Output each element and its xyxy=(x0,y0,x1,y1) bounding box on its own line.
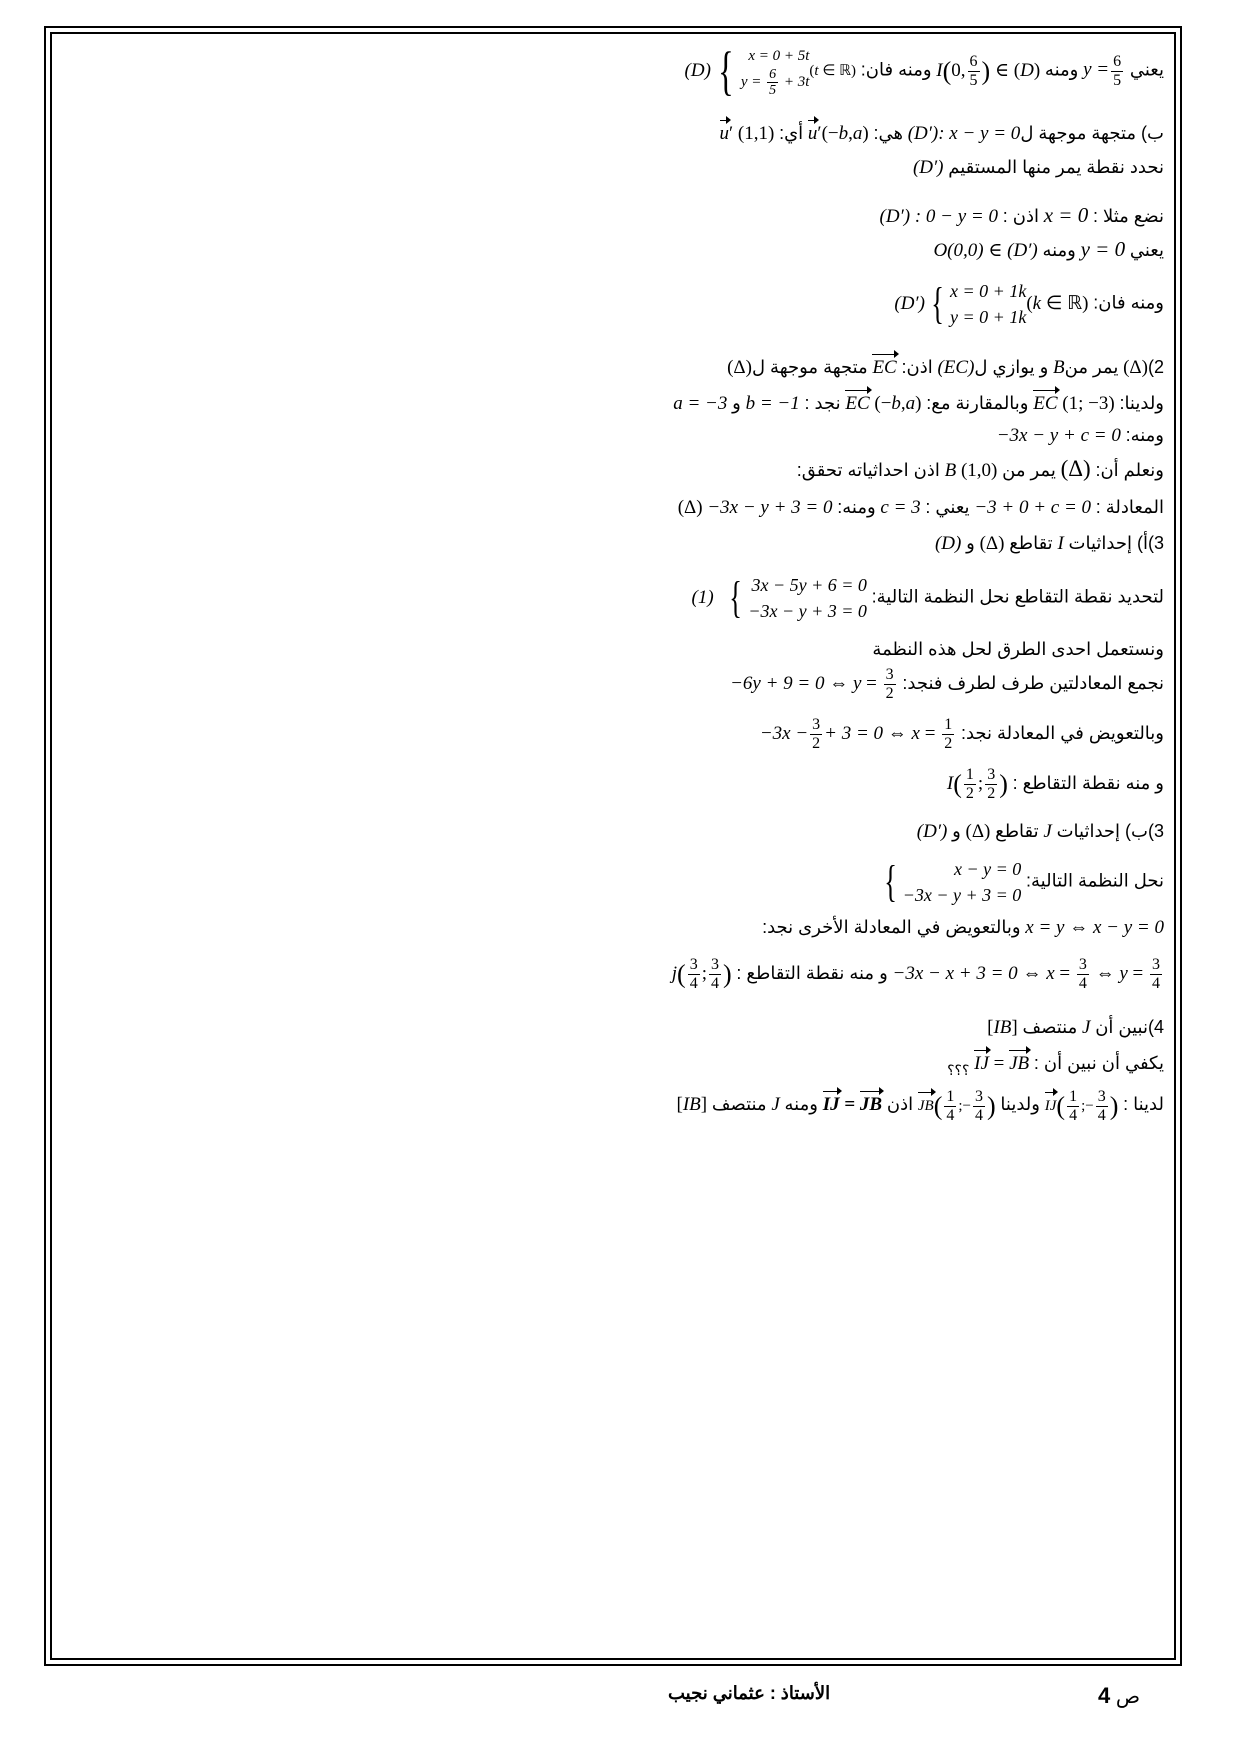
system-dprime-param: ( D′ ) { x = 0 + 1k y = 0 + 1k (k ∈ ℝ) xyxy=(894,279,1089,328)
line-10: ونعلم أن: (Δ) يمر من B (1,0) اذن احداثياته تحقق: xyxy=(796,456,1164,481)
line-6: ومنه فان: ( D′ ) { x = 0 + 1k y = 0 + 1k (k ∈ ℝ) xyxy=(894,279,1164,328)
line-24: لدينا : IJ( $\frac{1}{4}$ ;− $\frac{3}{4}$ ) ولدينا JB( $\frac{1}{4}$ ;− $\frac{3}{4}$ ) اذن IJ = JB ومنه J منتصف [IB] xyxy=(676,1088,1164,1124)
line-16: وبالتعويض في المعادلة نجد: −3x − $\frac{3}{2}$ + 3 = 0 ⇔ x = $\frac{1}{2}$ xyxy=(759,716,1164,752)
line-20: x − y = 0 ⇔ x = y وبالتعويض في المعادلة الأخرى نجد: xyxy=(762,917,1164,938)
line-5: يعني y = 0 ومنه O(0,0) ∈ (D′) xyxy=(933,237,1164,261)
system-1: (1) { 3x − 5y + 6 = 0 −3x − y + 3 = 0 xyxy=(691,573,867,622)
line-15: نجمع المعادلتين طرف لطرف فنجد: −6y + 9 = 0 ⇔ y = $\frac{3}{2}$ xyxy=(730,666,1164,702)
system-d-param: ( D ) { x = 0 + 5t y = $\frac{6}{5}$ + 3t (t ∈ ℝ) xyxy=(684,41,857,101)
author-name: الأستاذ : عثماني نجيب xyxy=(668,1683,831,1703)
line-12: 3)أ) إحداثيات I تقاطع (Δ) و (D) xyxy=(934,533,1164,554)
line-13: لتحديد نقطة التقاطع نحل النظمة التالية: (1) { 3x − 5y + 6 = 0 −3x − y + 3 = 0 xyxy=(691,573,1164,622)
line-3: نحدد نقطة يمر منها المستقيم (D′) xyxy=(912,157,1164,178)
line-23: يكفي أن نبين أن : IJ = JB $_{؟؟؟}$ xyxy=(947,1053,1164,1078)
line-7: 2)(Δ) يمر منB و يوازي ل(EC) اذن: EC متجهة موجهة ل(Δ) xyxy=(727,354,1164,381)
line-11: المعادلة : −3 + 0 + c = 0 يعني : c = 3 ومنه: (Δ) −3x − y + 3 = 0 xyxy=(677,497,1164,518)
line-22: 4)نبين أن J منتصف [IB] xyxy=(987,1017,1164,1038)
page-number: ص 4 xyxy=(1098,1683,1140,1708)
line-19: نحل النظمة التالية: { x − y = 0 −3x − y + 3 = 0 xyxy=(878,856,1164,908)
document-body xyxy=(60,38,1172,1638)
line-18: 3)ب) إحداثيات J تقاطع (Δ) و (D′) xyxy=(916,821,1164,842)
line-1: يعني $\frac{6}{5}$ y = ومنه I(0, $\frac{6}{5}$ ) ∈ (D) ومنه فان: ( D ) { x = 0 + 5t y = $\frac{6}{5}$ + 3t (t ∈ ℝ) xyxy=(684,41,1164,101)
line-8: ولدينا: EC (1; −3) وبالمقارنة مع: EC (−b,a) نجد : b = −1 و a = −3 xyxy=(673,390,1164,417)
line-2: ب) متجهة موجهة ل(D′): x − y = 0 هي: u′(−b,a) أي: u′ (1,1) xyxy=(720,120,1165,147)
line-4: نضع مثلا : x = 0 اذن : (D′) : 0 − y = 0 xyxy=(879,203,1164,227)
line-21: −3x − x + 3 = 0 ⇔ x = $\frac{3}{4}$ ⇔ y = $\frac{3}{4}$ و منه نقطة التقاطع : j( $\frac{3}{4}$ ; $\frac{3}{4}$ ) xyxy=(671,956,1160,992)
line-17: و منه نقطة التقاطع : I( $\frac{1}{2}$ ; $\frac{3}{2}$ ) xyxy=(946,766,1164,802)
line-9: ومنه: −3x − y + c = 0 xyxy=(996,425,1164,446)
line-14: ونستعمل احدى الطرق لحل هذه النظمة xyxy=(872,639,1164,659)
system-2: { x − y = 0 −3x − y + 3 = 0 xyxy=(883,857,1022,906)
